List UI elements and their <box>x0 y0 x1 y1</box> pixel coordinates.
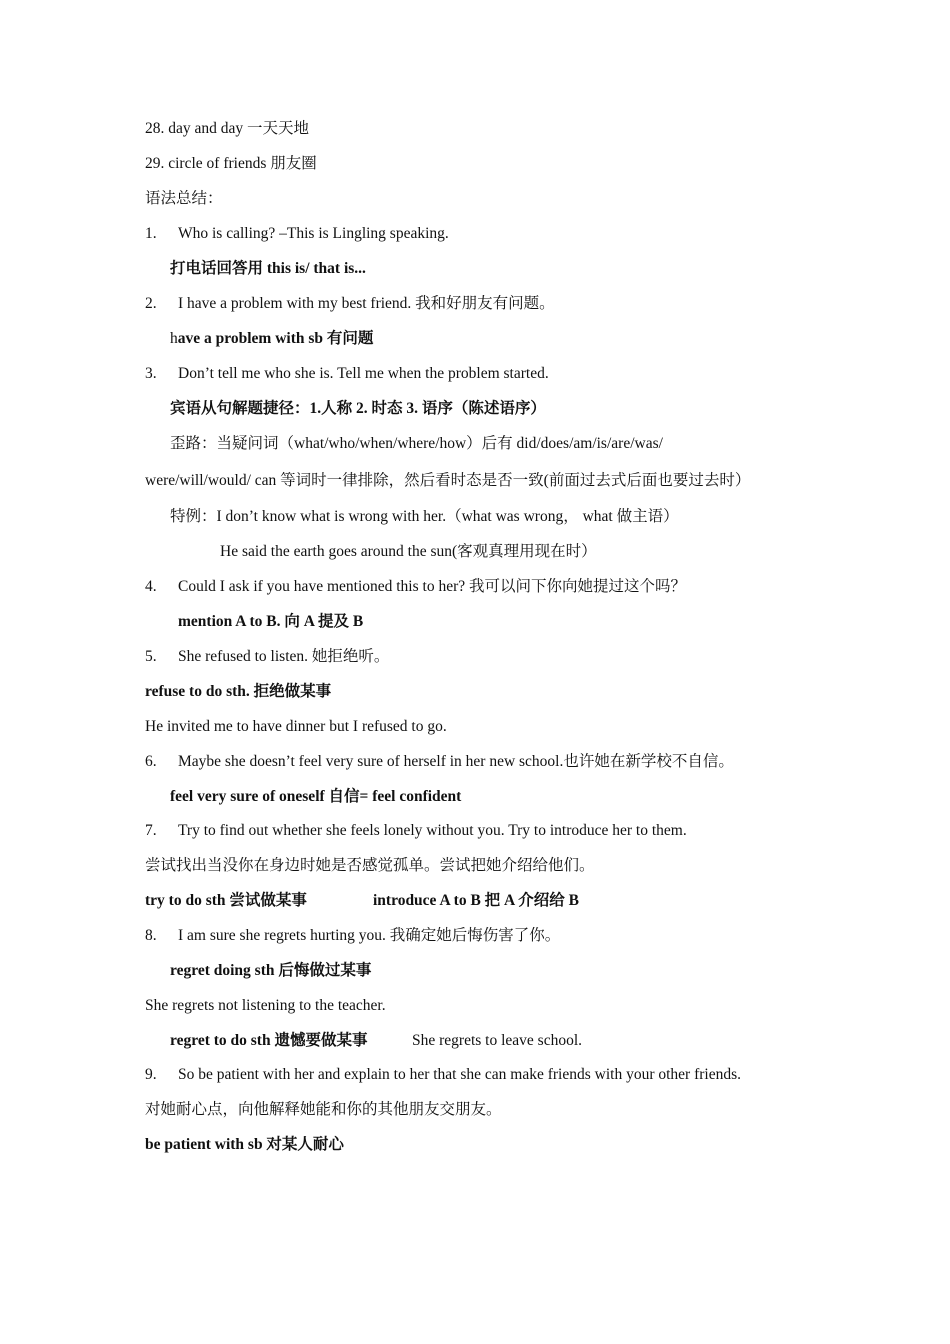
example-5: He invited me to have dinner but I refused to go. <box>145 718 447 735</box>
item-number: 7. <box>145 822 157 839</box>
note-8a: regret doing sth 后悔做过某事 <box>170 962 372 979</box>
note-7b: introduce A to B 把 A 介绍给 B <box>373 892 579 909</box>
note-6: feel very sure of oneself 自信= feel confident <box>170 788 462 805</box>
item-text: Try to find out whether she feels lonely without you. Try to introduce her to them. <box>178 822 687 839</box>
item-9 <box>145 1065 741 1085</box>
item-text: So be patient with her and explain to her that she can make friends with your other friends. <box>178 1066 742 1083</box>
item-text: She refused to listen. 她拒绝听。 <box>178 648 390 665</box>
tip-line-cont: were/will/would/ can 等词时一律排除，然后看时态是否一致(前面过去式后面也要过去时） <box>145 472 751 489</box>
item-number: 6. <box>145 753 157 770</box>
item-number: 9. <box>145 1066 157 1083</box>
item-text: Maybe she doesn’t feel very sure of herself in her new school.也许她在新学校不自信。 <box>178 753 734 770</box>
vocab-line-28: 28. day and day 一天天地 <box>145 120 310 137</box>
item-text: I have a problem with my best friend. 我和好朋友有问题。 <box>178 295 555 312</box>
item-text: Don’t tell me who she is. Tell me when the problem started. <box>178 365 549 382</box>
note-3: 宾语从句解题捷径：1.人称 2. 时态 3. 语序（陈述语序） <box>170 400 546 417</box>
item-number: 8. <box>145 927 157 944</box>
note-5: refuse to do sth. 拒绝做某事 <box>145 683 332 700</box>
grammar-summary-heading: 语法总结： <box>145 190 223 207</box>
note-1: 打电话回答用 this is/ that is... <box>170 260 366 277</box>
translation-7: 尝试找出当没你在身边时她是否感觉孤单。尝试把她介绍给他们。 <box>145 857 595 874</box>
item-8 <box>145 926 560 946</box>
vocab-line-29: 29. circle of friends 朋友圈 <box>145 155 317 172</box>
translation-9: 对她耐心点，向他解释她能和你的其他朋友交朋友。 <box>145 1101 502 1118</box>
note-text: ave a problem with sb 有问题 <box>177 330 374 347</box>
item-number: 4. <box>145 578 157 595</box>
item-text: I am sure she regrets hurting you. 我确定她后悔伤害了你。 <box>178 927 561 944</box>
item-number: 5. <box>145 648 157 665</box>
item-3 <box>145 364 549 384</box>
example-8b: She regrets to leave school. <box>412 1032 583 1049</box>
item-7 <box>145 821 687 841</box>
item-5 <box>145 647 389 667</box>
item-number: 3. <box>145 365 157 382</box>
example-8a: She regrets not listening to the teacher. <box>145 997 386 1014</box>
special-example-1: 特例：I don’t know what is wrong with her.（what was wrong， what 做主语） <box>170 508 679 525</box>
special-example-2: He said the earth goes around the sun(客观真理用现在时） <box>220 543 597 560</box>
note-8b: regret to do sth 遗憾要做某事 <box>170 1032 368 1049</box>
note-9: be patient with sb 对某人耐心 <box>145 1136 344 1153</box>
item-text: Could I ask if you have mentioned this to her? 我可以问下你向她提过这个吗？ <box>178 578 686 595</box>
item-number: 2. <box>145 295 157 312</box>
note-2 <box>170 329 373 349</box>
note-7a: try to do sth 尝试做某事 <box>145 892 307 909</box>
item-number: 1. <box>145 225 157 242</box>
item-1 <box>145 224 449 244</box>
item-2 <box>145 294 555 314</box>
item-text: Who is calling? –This is Lingling speaking. <box>178 225 449 242</box>
item-4 <box>145 577 686 597</box>
note-4: mention A to B. 向 A 提及 B <box>178 613 364 630</box>
item-6 <box>145 752 734 772</box>
note-prefix: h <box>170 330 178 347</box>
tip-line: 歪路：当疑问词（what/who/when/where/how）后有 did/does/am/is/are/was/ <box>170 435 663 452</box>
